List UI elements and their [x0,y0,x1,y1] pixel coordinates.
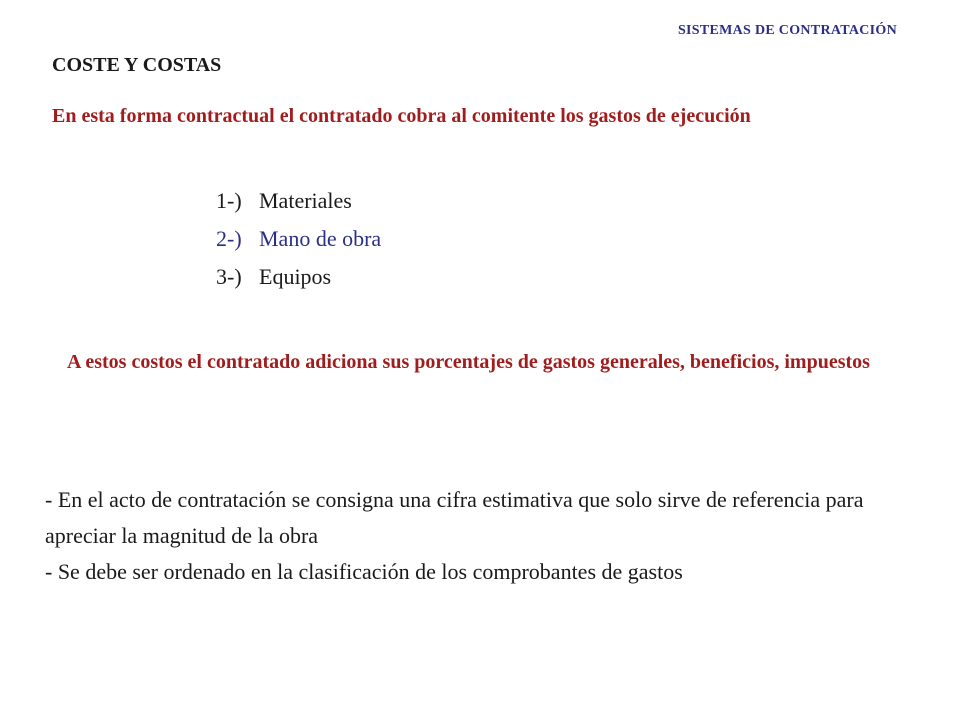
note-receipts: - Se debe ser ordenado en la clasificación de los comprobantes de gastos [45,559,683,584]
addition-paragraph: A estos costos el contratado adiciona sus porcentajes de gastos generales, beneficios, impuestos [67,351,870,373]
list-item-label: Materiales [259,188,352,213]
list-item-label: Equipos [259,264,332,289]
section-header: SISTEMAS DE CONTRATACIÓN [677,23,897,38]
slide-title: COSTE Y COSTAS [52,54,222,76]
list-item-number: 2-) [216,226,242,251]
list-item-label: Mano de obra [259,226,382,251]
list-item-number: 3-) [216,264,242,289]
list-item-materiales [216,182,381,220]
intro-paragraph: En esta forma contractual el contratado cobra al comitente los gastos de ejecución [52,105,751,127]
list-item-equipos [216,258,381,296]
list-item-mano-de-obra [216,220,381,258]
list-item-number: 1-) [216,188,242,213]
cost-items-list [216,182,381,296]
notes-block [45,482,905,590]
note-estimate: - En el acto de contratación se consigna una cifra estimativa que solo sirve de referencia para apreciar la magnitud de la obra [45,487,864,548]
